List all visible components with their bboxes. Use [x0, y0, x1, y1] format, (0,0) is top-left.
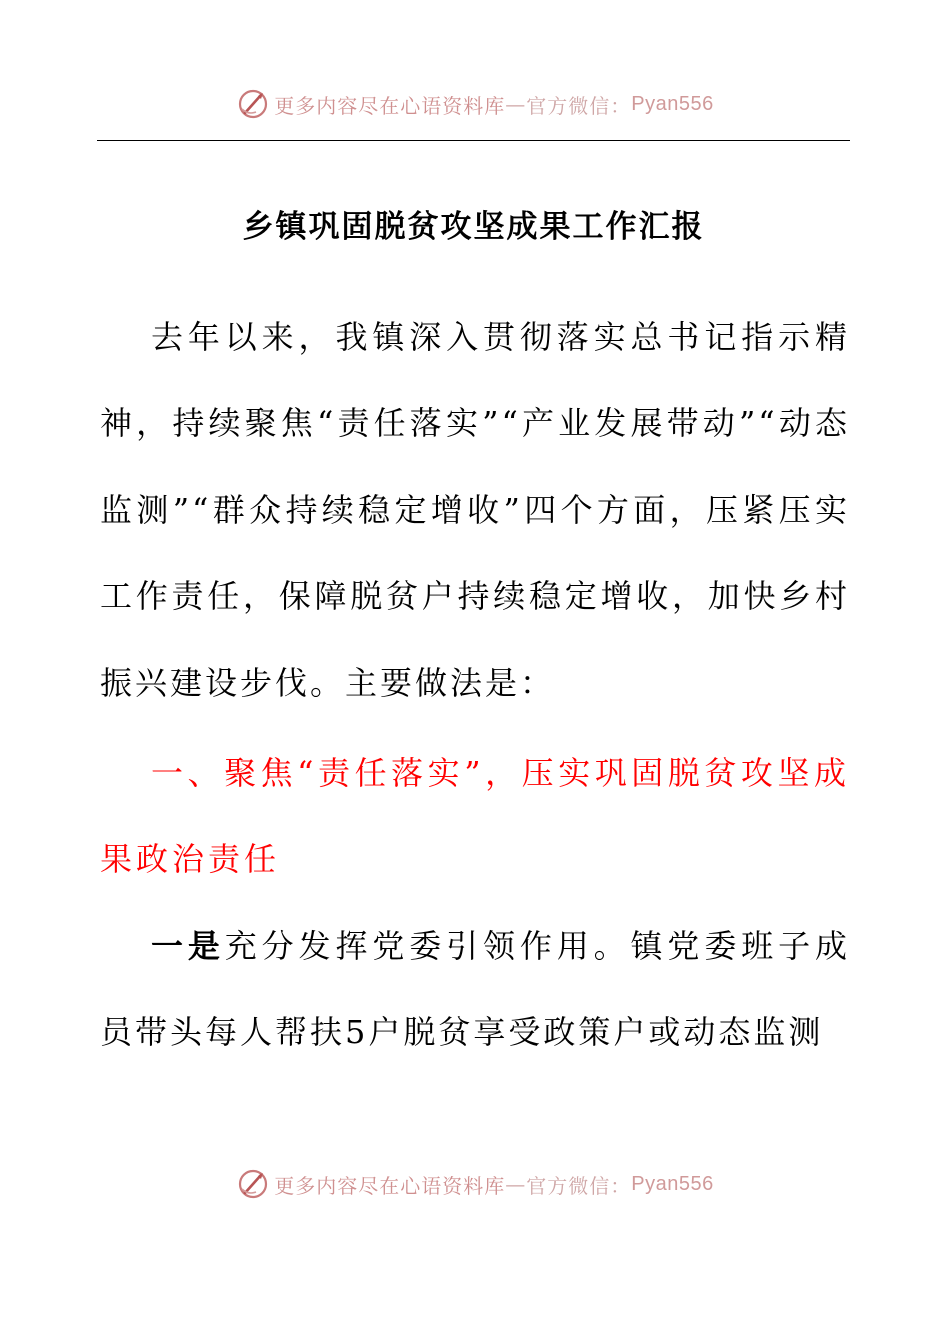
watermark-main-text: 更多内容尽在心语资料库 [274, 93, 506, 118]
section-heading: 一、聚焦“责任落实”，压实巩固脱贫攻坚成果政治责任 [100, 754, 850, 879]
intro-paragraph: 去年以来，我镇深入贯彻落实总书记指示精神，持续聚焦“责任落实”“产业发展带动”“动态监测”“群众持续稳定增收”四个方面，压紧压实工作责任，保障脱贫户持续稳定增收，加快乡村振兴建设步伐。主要做法是： [100, 318, 850, 702]
watermark-main-text: 更多内容尽在心语资料库 [274, 1173, 506, 1198]
pen-circle-logo-icon [236, 1167, 270, 1201]
watermark-dash: — [505, 1172, 527, 1196]
document-title: 乡镇巩固脱贫攻坚成果工作汇报 [242, 209, 705, 245]
watermark-dash: — [505, 92, 527, 116]
watermark-sub-text: 官方微信： [526, 93, 632, 118]
watermark-wechat-id: Pyan556 [631, 92, 714, 115]
header-divider [97, 140, 850, 141]
header-watermark [0, 82, 950, 126]
footer-watermark [0, 1162, 950, 1206]
pen-circle-logo-icon [236, 87, 270, 121]
watermark-wechat-id: Pyan556 [631, 1172, 714, 1195]
body-paragraph [100, 903, 850, 1076]
paragraph-lead-label: 一是 [151, 927, 225, 965]
paragraph-body-text: 充分发挥党委引领作用。镇党委班子成员带头每人帮扶5户脱贫享受政策户或动态监测 [100, 927, 850, 1052]
watermark-sub-text: 官方微信： [526, 1173, 632, 1198]
